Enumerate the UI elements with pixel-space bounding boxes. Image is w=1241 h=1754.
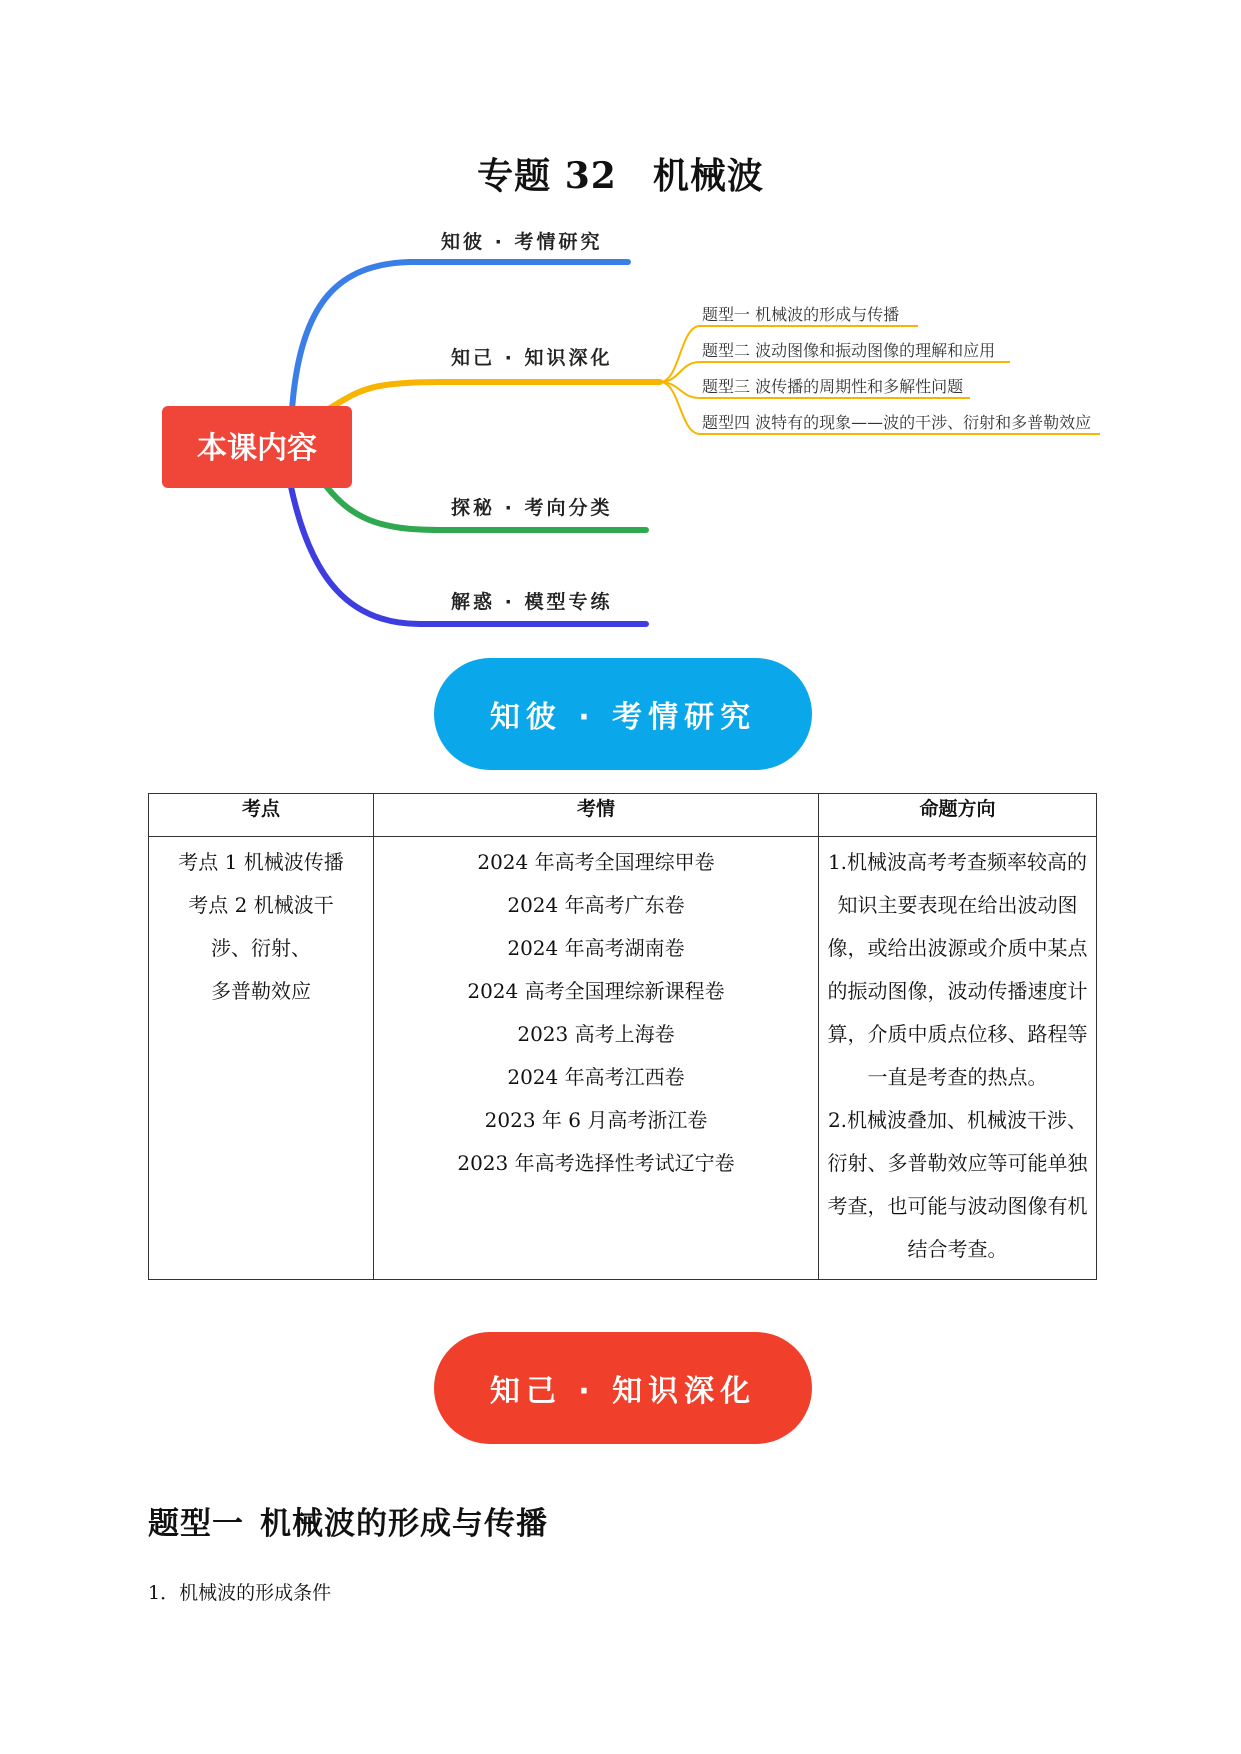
cell-line: 涉、衍射、	[211, 936, 311, 960]
sub-item-2: 题型二 波动图像和振动图像的理解和应用	[702, 341, 996, 360]
cell-line: 2024 年高考湖南卷	[507, 936, 685, 960]
cell-line: 的振动图像，波动传播速度计	[827, 979, 1088, 1003]
mind-map	[0, 0, 1241, 640]
branch-curve-1	[292, 262, 628, 410]
exam-info-table	[148, 793, 1097, 1280]
cell-line: 考点 1 机械波传播	[178, 850, 344, 874]
cell-line: 考查，也可能与波动图像有机	[827, 1194, 1088, 1218]
branch-curve-2	[330, 382, 660, 408]
cell-line: 2024 年高考全国理综甲卷	[477, 850, 715, 874]
cell-line: 多普勒效应	[211, 979, 311, 1003]
table-header-row	[149, 794, 1097, 837]
table-row	[149, 837, 1097, 1280]
branch-label-4: 解惑 · 模型专练	[451, 591, 613, 613]
cell-line: 2023 高考上海卷	[517, 1022, 675, 1046]
cell-line: 像，或给出波源或介质中某点	[827, 936, 1088, 960]
table-cell-question-direction	[819, 837, 1097, 1280]
table-header: 考点	[149, 794, 374, 837]
sub-item-3: 题型三 波传播的周期性和多解性问题	[702, 377, 964, 396]
table-cell-exam-points	[149, 837, 374, 1280]
page-title: 专题 32 机械波	[477, 155, 764, 197]
branch-label-1: 知彼 · 考情研究	[441, 231, 603, 253]
branch-label-3: 探秘 · 考向分类	[451, 497, 613, 519]
cell-line: 2024 高考全国理综新课程卷	[467, 979, 725, 1003]
cell-line: 一直是考查的热点。	[867, 1065, 1048, 1089]
mindmap-center-label: 本课内容	[197, 431, 317, 466]
sub-item-4: 题型四 波特有的现象——波的干涉、衍射和多普勒效应	[702, 413, 1092, 432]
cell-line: 2024 年高考江西卷	[507, 1065, 685, 1089]
cell-line: 考点 2 机械波干	[188, 893, 334, 917]
cell-line: 2024 年高考广东卷	[507, 893, 685, 917]
section-paragraph: 1．机械波的形成条件	[148, 1582, 332, 1604]
cell-line: 2.机械波叠加、机械波干涉、	[827, 1108, 1088, 1132]
cell-line: 算，介质中质点位移、路程等	[827, 1022, 1088, 1046]
cell-line: 2023 年 6 月高考浙江卷	[484, 1108, 708, 1132]
section-pill-exam-analysis: 知彼 · 考情研究	[434, 658, 812, 770]
sub-item-1: 题型一 机械波的形成与传播	[702, 305, 900, 324]
cell-line: 衍射、多普勒效应等可能单独	[827, 1151, 1088, 1175]
table-header: 考情	[374, 794, 819, 837]
table-header: 命题方向	[819, 794, 1097, 837]
section-heading: 题型一 机械波的形成与传播	[148, 1506, 548, 1542]
branch-label-2: 知己 · 知识深化	[451, 347, 613, 369]
table-cell-exam-sources	[374, 837, 819, 1280]
cell-line: 结合考查。	[907, 1237, 1008, 1261]
cell-line: 1.机械波高考考查频率较高的	[827, 850, 1088, 874]
section-pill-knowledge-deepening: 知己 · 知识深化	[434, 1332, 812, 1444]
cell-line: 2023 年高考选择性考试辽宁卷	[457, 1151, 735, 1175]
cell-line: 知识主要表现在给出波动图	[837, 893, 1078, 917]
